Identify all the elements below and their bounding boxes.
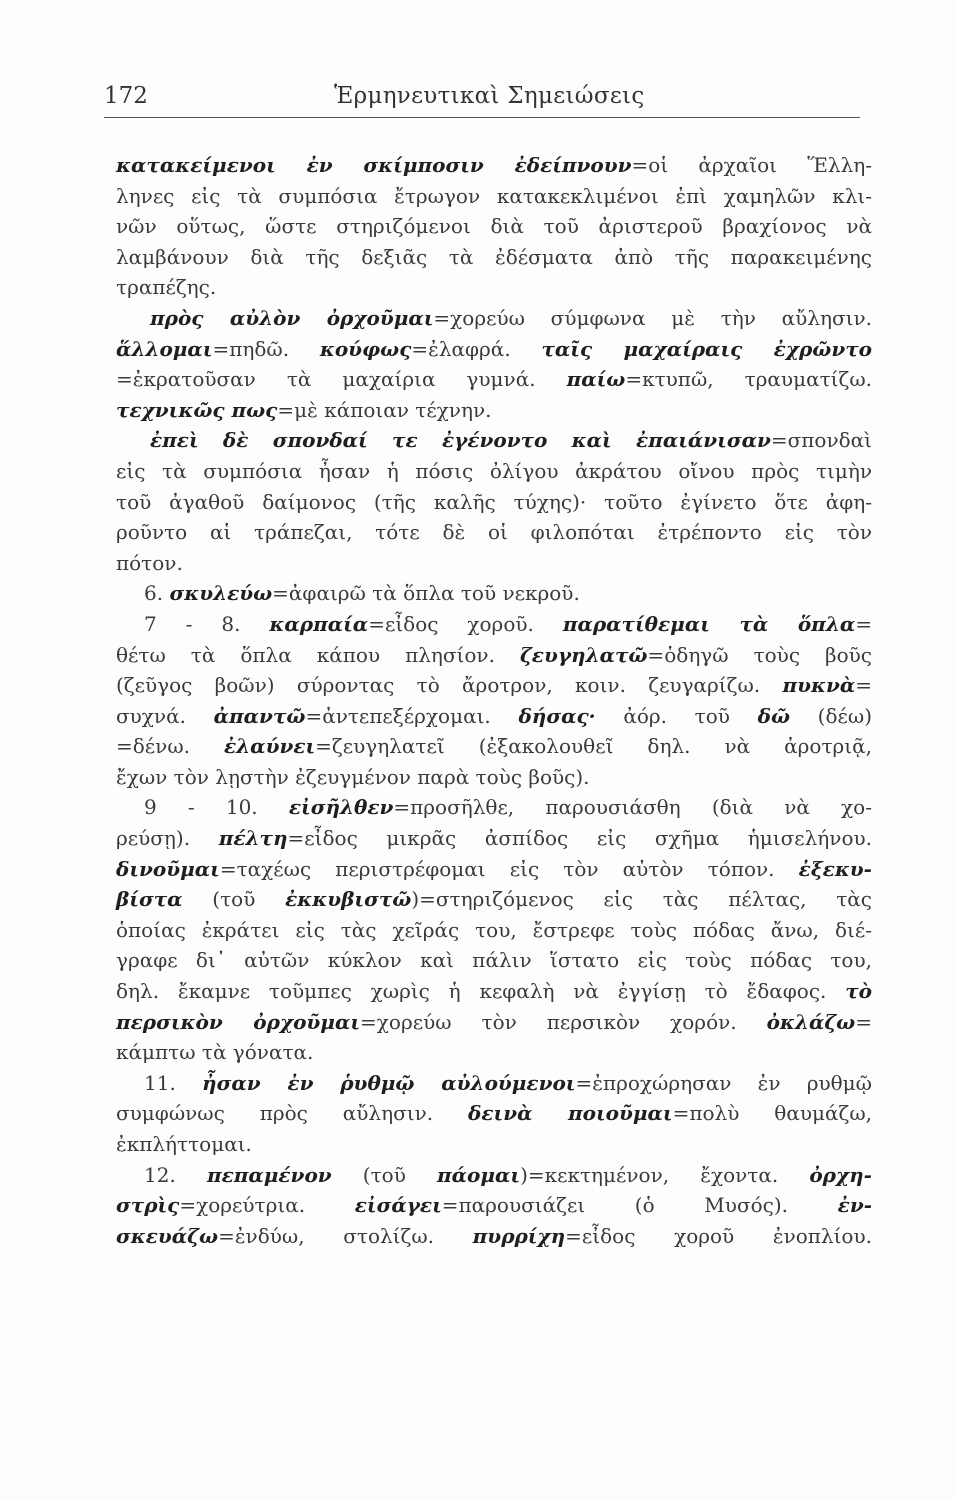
gloss-text: = [855, 673, 872, 698]
gloss-text: =εἶδος χοροῦ ἐνοπλίου. [565, 1223, 872, 1248]
headword: πυρρίχη [472, 1223, 566, 1248]
gloss-text: ἔχων τὸν λῃστὴν ἐζευγμένον παρὰ τοὺς βοῦς). [116, 764, 590, 789]
gloss-text: = [855, 611, 873, 636]
text-line [116, 609, 872, 640]
headword: δινοῦμαι [116, 856, 220, 881]
gloss-text: =ἀφαιρῶ τὰ ὅπλα τοῦ νεκροῦ. [272, 581, 580, 606]
headword: δῶ [757, 703, 790, 728]
text-line [116, 487, 872, 518]
gloss-text: =ὁδηγῶ τοὺς βοῦς [647, 642, 873, 667]
headword: παίω [566, 367, 626, 392]
gloss-text: (τοῦ [182, 887, 286, 912]
text-line [116, 792, 872, 823]
header-rule [104, 117, 860, 118]
headword: πεπαμένον [206, 1162, 332, 1187]
text-line [116, 976, 872, 1007]
gloss-text: =προσῆλθε, παρουσιάσθη (διὰ νὰ χο- [393, 795, 872, 820]
gloss-text: =ζευγηλατεῖ (ἐξακολουθεῖ δηλ. νὰ ἀροτριᾷ, [315, 734, 872, 759]
gloss-text: τραπέζης. [116, 275, 217, 300]
gloss-text: =μὲ κάποιαν τέχνην. [277, 397, 492, 422]
gloss-text: ἐκπλήττομαι. [116, 1132, 252, 1156]
text-line [116, 640, 872, 671]
gloss-text: =χορεύω σύμφωνα μὲ τὴν αὔλησιν. [433, 305, 872, 330]
headword: κατακείμενοι ἐν σκίμποσιν ἐδείπνουν [116, 153, 632, 177]
gloss-text: =ἀντεπεξέρχομαι. [305, 703, 519, 728]
text-line [116, 272, 872, 303]
headword: δήσας· [518, 703, 596, 728]
gloss-text: =ἐκρατοῦσαν τὰ μαχαίρια γυμνά. [116, 367, 567, 392]
text-line [116, 334, 872, 365]
headword: ὀρχη- [809, 1162, 872, 1187]
gloss-text: =ταχέως περιστρέφομαι εἰς τὸν αὐτὸν τόπον. [219, 856, 799, 881]
text-line [116, 670, 872, 701]
text-line [116, 303, 872, 334]
gloss-text: (ζεῦγος βοῶν) σύροντας τὸ ἄροτρον, κοιν. ζευγαρίζω. [116, 673, 783, 698]
gloss-text: = [855, 1009, 872, 1034]
gloss-text: =κτυπῶ, τραυματίζω. [625, 367, 872, 392]
headword: ὀκλάζω [766, 1009, 856, 1034]
gloss-text: ὁποίας ἐκράτει εἰς τὰς χεῖράς του, ἔστρεφε τοὺς πόδας ἄνω, διέ- [116, 917, 872, 942]
gloss-text: (δέω) [790, 703, 872, 728]
gloss-text: κάμπτω τὰ γόνατα. [116, 1040, 314, 1065]
gloss-text: 11. [144, 1070, 203, 1095]
gloss-text: ληνες εἰς τὰ συμπόσια ἔτρωγον κατακεκλιμένοι ἐπὶ χαμηλῶν κλι- [116, 183, 872, 208]
text-line [116, 395, 872, 426]
text-line [116, 181, 872, 212]
text-line [116, 1190, 872, 1221]
text-line [116, 211, 872, 242]
text-line [116, 517, 872, 548]
text-line [116, 1160, 872, 1191]
gloss-text: =χορεύτρια. [179, 1193, 355, 1218]
gloss-text: νῶν οὕτως, ὥστε στηριζόμενοι διὰ τοῦ ἀριστεροῦ βραχίονος νὰ [116, 214, 872, 239]
gloss-text: πότον. [116, 550, 183, 575]
text-line [116, 1129, 872, 1160]
gloss-text: =πηδῶ. [212, 336, 320, 361]
text-line [116, 242, 872, 273]
gloss-text: =παρουσιάζει (ὁ Μυσός). [441, 1193, 838, 1218]
headword: πυκνὰ [782, 673, 856, 698]
headword: ἦσαν ἐν ῥυθμῷ αὐλούμενοι [202, 1070, 576, 1095]
gloss-text: δηλ. ἔκαμνε τοῦμπες χωρὶς ἡ κεφαλὴ νὰ ἐγγίσῃ τὸ ἔδαφος. [116, 979, 846, 1004]
gloss-text: γραφε δι᾽ αὐτῶν κύκλον καὶ πάλιν ἵστατο εἰς τοὺς πόδας του, [116, 948, 872, 973]
headword: ἐπεὶ δὲ σπονδαί τε ἐγένοντο καὶ ἐπαιάνισαν [150, 428, 771, 453]
gloss-text: =χορεύω τὸν περσικὸν χορόν. [360, 1009, 767, 1034]
page-header [104, 78, 860, 114]
headword: ἅλλομαι [116, 336, 213, 361]
text-line [116, 1037, 872, 1068]
gloss-text: λαμβάνουν διὰ τῆς δεξιᾶς τὰ ἐδέσματα ἀπὸ τῆς παρακειμένης [116, 244, 872, 269]
text-line [116, 150, 872, 181]
text-line [116, 701, 872, 732]
gloss-text: συχνά. [116, 703, 214, 728]
headword: περσικὸν ὀρχοῦμαι [116, 1009, 361, 1034]
gloss-text: 6. [144, 581, 170, 606]
text-line [116, 1221, 872, 1252]
text-line [116, 1007, 872, 1038]
gloss-text: =ἐπροχώρησαν ἐν ρυθμῷ [575, 1070, 872, 1095]
text-line [116, 425, 872, 456]
headword: εἰσῆλθεν [288, 795, 394, 820]
gloss-text: )=κεκτημένον, ἔχοντα. [520, 1162, 810, 1187]
gloss-text: =εἶδος μικρᾶς ἀσπίδος εἰς σχῆμα ἡμισελήνου. [287, 826, 872, 851]
headword: ἐλαύνει [224, 734, 316, 759]
text-line [116, 578, 872, 609]
headword: σκυλεύω [169, 581, 273, 606]
headword: πρὸς αὐλὸν ὀρχοῦμαι [150, 305, 434, 330]
headword: ζευγηλατῶ [519, 642, 648, 667]
gloss-text: =δένω. [116, 734, 224, 759]
gloss-text: 12. [144, 1162, 207, 1187]
gloss-text: =ἐλαφρά. [411, 336, 542, 361]
gloss-text: (τοῦ [331, 1162, 437, 1187]
gloss-text: συμφώνως πρὸς αὔλησιν. [116, 1101, 469, 1126]
text-line [116, 823, 872, 854]
headword: εἰσάγει [354, 1193, 442, 1218]
headword: τεχνικῶς πως [116, 397, 278, 422]
gloss-text: )=στηριζόμενος εἰς τὰς πέλτας, τὰς [411, 887, 873, 912]
headword: ἐκκυβιστῶ [285, 887, 412, 912]
gloss-text: =εἶδος χοροῦ. [368, 611, 563, 636]
text-line [116, 1068, 872, 1099]
headword: ἐξεκυ- [798, 856, 872, 881]
text-line [116, 548, 872, 579]
headword: καρπαία [269, 611, 369, 636]
gloss-text: 9 - 10. [144, 795, 289, 820]
headword: πέλτη [218, 826, 288, 851]
headword: παρατίθεμαι τὰ ὅπλα [562, 611, 856, 636]
text-line [116, 915, 872, 946]
headword: ἐν- [837, 1193, 872, 1218]
gloss-text: τοῦ ἀγαθοῦ δαίμονος (τῆς καλῆς τύχης)· τοῦτο ἐγίνετο ὅτε ἀφη- [116, 489, 872, 514]
gloss-text: 7 - 8. [144, 611, 270, 636]
text-line [116, 1098, 872, 1129]
gloss-text: =οἱ ἀρχαῖοι Ἕλλη- [631, 153, 872, 177]
gloss-text: =ἐνδύω, στολίζω. [218, 1223, 473, 1248]
headword: στρὶς [116, 1193, 180, 1218]
text-line [116, 945, 872, 976]
text-line [116, 731, 872, 762]
text-line [116, 854, 872, 885]
gloss-text: θέτω τὰ ὅπλα κάπου πλησίον. [116, 642, 520, 667]
headword: ταῖς μαχαίραις ἐχρῶντο [541, 336, 872, 361]
running-title: Ἑρμηνευτικαὶ Σημειώσεις [334, 83, 645, 109]
headword: τὸ [845, 979, 872, 1004]
page-number: 172 [104, 83, 148, 109]
text-line [116, 884, 872, 915]
text-line [116, 456, 872, 487]
gloss-text: εἰς τὰ συμπόσια ἦσαν ἡ πόσις ὀλίγου ἀκράτου οἴνου πρὸς τιμὴν [116, 458, 872, 483]
headword: σκευάζω [116, 1223, 219, 1248]
headword: ἀπαντῶ [213, 703, 306, 728]
commentary-text [116, 150, 872, 1251]
headword: δεινὰ ποιοῦμαι [468, 1101, 673, 1126]
gloss-text: =σπονδαὶ [770, 428, 872, 453]
headword: βίστα [116, 887, 183, 912]
gloss-text: ρεύσῃ). [116, 826, 219, 851]
gloss-text: ἀόρ. τοῦ [595, 703, 758, 728]
gloss-text: =πολὺ θαυμάζω, [672, 1101, 872, 1126]
text-line [116, 762, 872, 793]
gloss-text: ροῦντο αἱ τράπεζαι, τότε δὲ οἱ φιλοπόται ἐτρέποντο εἰς τὸν [116, 520, 872, 545]
text-line [116, 364, 872, 395]
headword: κούφως [319, 336, 412, 361]
headword: πάομαι [436, 1162, 521, 1187]
